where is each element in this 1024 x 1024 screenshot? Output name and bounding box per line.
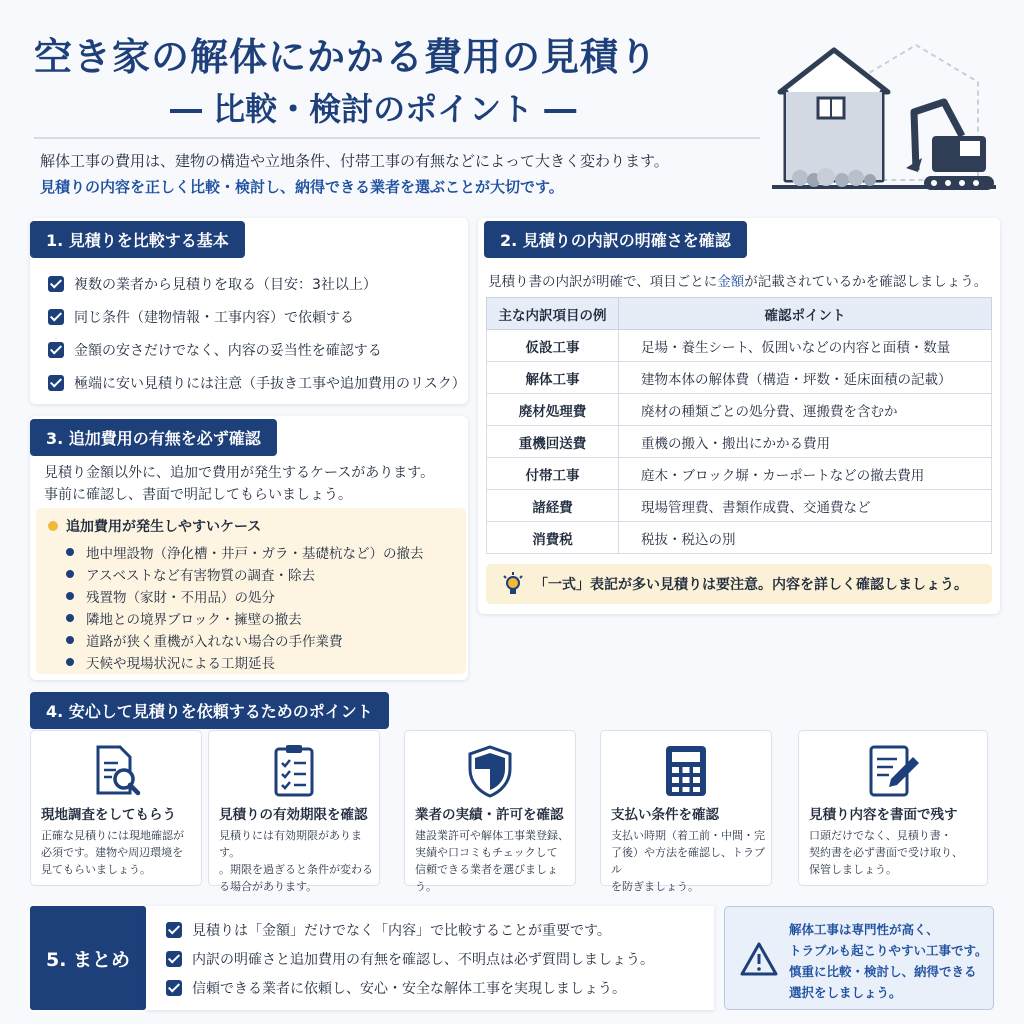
checkbox-icon	[48, 276, 64, 292]
section3-title: 3. 追加費用の有無を必ず確認	[30, 419, 277, 456]
point-card	[404, 730, 576, 893]
column-header: 主な内訳項目の例	[487, 298, 619, 330]
point-card	[798, 730, 988, 886]
column-header: 確認ポイント	[619, 298, 992, 330]
warning-dot-icon	[48, 521, 58, 531]
page-title: 空き家の解体にかかる費用の見積り	[34, 35, 659, 79]
checkbox-icon	[48, 375, 64, 391]
point-card	[600, 730, 772, 893]
list-item: 地中埋設物（浄化槽・井戸・ガラ・基礎杭など）の撤去	[66, 542, 424, 562]
bullet-icon	[66, 636, 74, 644]
bullet-icon	[66, 614, 74, 622]
additional-cost-title: 追加費用が発生しやすいケース	[66, 519, 262, 535]
calculator-icon	[658, 743, 714, 799]
point-card	[30, 730, 202, 886]
checklist-item: 極端に安い見積りには注意（手抜き工事や追加費用のリスク）	[48, 373, 466, 393]
section3-text: 事前に確認し、書面で明記してもらいましょう。	[44, 487, 352, 503]
bullet-icon	[66, 592, 74, 600]
document-search-icon	[86, 743, 146, 799]
list-item: 隣地との境界ブロック・擁壁の撤去	[66, 608, 302, 628]
point-card-title: 支払い条件を確認	[611, 807, 719, 823]
intro-highlight: 見積りの内容を正しく比較・検討し、納得できる業者を選ぶことが大切です。	[40, 178, 564, 196]
checklist-item: 同じ条件（建物情報・工事内容）で依頼する	[48, 307, 354, 327]
warning-triangle-icon	[739, 941, 779, 977]
point-card-title: 業者の実績・許可を確認	[415, 807, 564, 823]
section4-title: 4. 安心して見積りを依頼するためのポイント	[30, 692, 389, 729]
point-card-title: 現地調査をしてもらう	[41, 807, 176, 823]
warning-box	[724, 906, 994, 1010]
bullet-icon	[66, 658, 74, 666]
tip-banner: 「一式」表記が多い見積りは要注意。内容を詳しく確認しましょう。	[486, 564, 992, 604]
checklist-item: 金額の安さだけでなく、内容の妥当性を確認する	[48, 340, 382, 360]
list-item: 道路が狭く重機が入れない場合の手作業費	[66, 630, 343, 650]
warning-text: 解体工事は専門性が高く、 トラブルも起こりやすい工事です。 慎重に比較・検討し、納得できる 選択をしましょう。	[789, 922, 988, 1000]
point-card	[208, 730, 380, 893]
clipboard-checklist-icon	[266, 743, 322, 799]
bullet-icon	[66, 570, 74, 578]
additional-cost-box	[36, 508, 466, 674]
table-row: 諸経費 現場管理費、書類作成費、交通費など	[487, 490, 992, 522]
checkbox-icon	[166, 922, 182, 938]
table-header-row	[487, 298, 992, 330]
table-row: 消費税 税抜・税込の別	[487, 522, 992, 554]
table-row: 解体工事 建物本体の解体費（構造・坪数・延床面積の記載）	[487, 362, 992, 394]
checklist-item: 内訳の明確さと追加費用の有無を確認し、不明点は必ず質問しましょう。	[166, 949, 654, 969]
shield-icon	[462, 743, 518, 799]
checkbox-icon	[166, 951, 182, 967]
section5-title: 5. まとめ	[30, 906, 146, 1010]
bullet-icon	[66, 548, 74, 556]
checklist-item: 信頼できる業者に依頼し、安心・安全な解体工事を実現しましょう。	[166, 978, 626, 998]
intro-text: 解体工事の費用は、建物の構造や立地条件、付帯工事の有無などによって大きく変わります。	[40, 152, 669, 170]
table-row: 廃材処理費 廃材の種類ごとの処分費、運搬費を含むか	[487, 394, 992, 426]
point-card-title: 見積りの有効期限を確認	[219, 807, 368, 823]
lightbulb-icon	[502, 572, 524, 596]
checkbox-icon	[48, 309, 64, 325]
section2-title: 2. 見積りの内訳の明確さを確認	[484, 221, 747, 258]
section3-text: 見積り金額以外に、追加で費用が発生するケースがあります。	[44, 465, 435, 481]
checkbox-icon	[166, 980, 182, 996]
list-item: アスベストなど有害物質の調査・除去	[66, 564, 315, 584]
list-item: 天候や現場状況による工期延長	[66, 652, 275, 672]
checklist-item: 見積りは「金額」だけでなく「内容」で比較することが重要です。	[166, 920, 611, 940]
checkbox-icon	[48, 342, 64, 358]
point-card-text: 正確な見積りには現地確認が 必須です。建物や周辺環境を 見てもらいましょう。	[41, 829, 184, 876]
section1-title: 1. 見積りを比較する基本	[30, 221, 245, 258]
checklist-item: 複数の業者から見積りを取る（目安：3社以上）	[48, 274, 377, 294]
document-pen-icon	[863, 743, 923, 799]
header-divider	[34, 137, 760, 139]
point-card-text: 見積りには有効期限があります。 。期限を過ぎると条件が変わる る場合があります。	[219, 829, 373, 893]
table-row: 仮設工事 足場・養生シート、仮囲いなどの内容と面積・数量	[487, 330, 992, 362]
table-row: 付帯工事 庭木・ブロック塀・カーポートなどの撤去費用	[487, 458, 992, 490]
list-item: 残置物（家財・不用品）の処分	[66, 586, 275, 606]
section2-lead: 見積り書の内訳が明確で、項目ごとに金額が記載されているかを確認しましょう。	[488, 274, 988, 290]
breakdown-table	[486, 297, 992, 554]
point-card-text: 支払い時期（着工前・中間・完 了後）や方法を確認し、トラブル を防ぎましょう。	[611, 829, 765, 893]
page-subtitle: ― 比較・検討のポイント ―	[170, 90, 577, 128]
summary-card	[146, 906, 714, 1010]
table-row: 重機回送費 重機の搬入・搬出にかかる費用	[487, 426, 992, 458]
point-card-title: 見積り内容を書面で残す	[809, 807, 958, 823]
point-card-text: 口頭だけでなく、見積り書・ 契約書を必ず書面で受け取り、 保管しましょう。	[809, 829, 963, 876]
house-excavator-illustration	[766, 40, 1002, 206]
point-card-text: 建設業許可や解体工事業登録、 実績や口コミもチェックして 信頼できる業者を選びましょう。	[415, 829, 569, 893]
